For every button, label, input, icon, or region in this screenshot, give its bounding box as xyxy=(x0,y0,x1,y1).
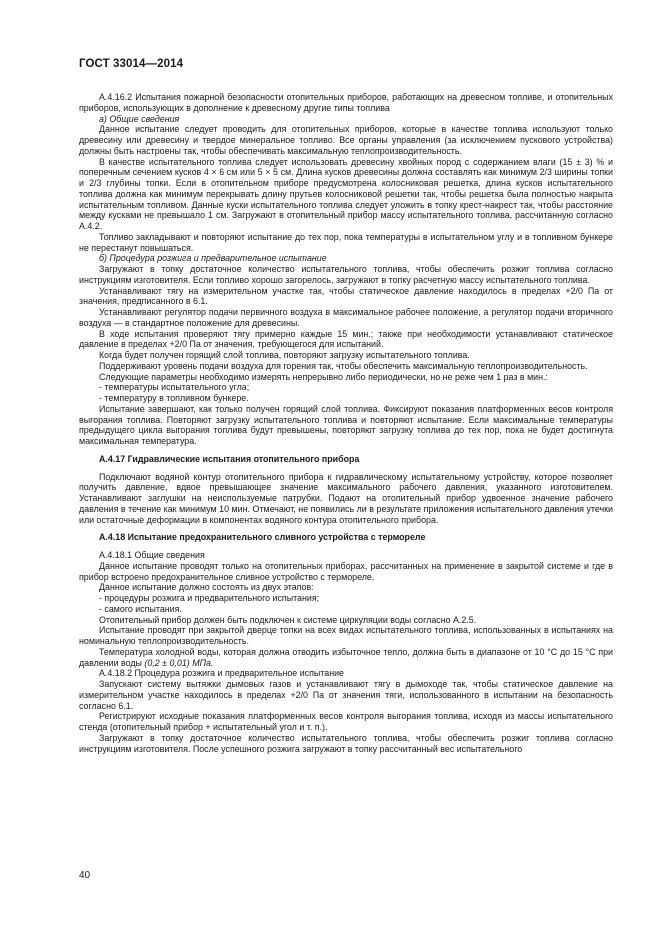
paragraph: Данное испытание следует проводить для отопительных приборов, которые в качестве топлива используют только древесину или древесину и твердое минеральное топливо. Все органы управления (за исключением пускового устройства) должны быть настроены так, чтобы обеспечивать максимальную теплопроизводительность. xyxy=(79,124,613,156)
list-item: - самого испытания. xyxy=(99,603,182,614)
paragraph: Запускают систему вытяжки дымовых газов и устанавливают тягу в дымоходе так, чтобы статическое давление на измерительном участке находилось в пределах +2/0 Па от значения тяги, использованного в испытании на безопасность согласно 6.1. xyxy=(79,679,613,711)
paragraph-water-temperature xyxy=(79,647,613,669)
document-body xyxy=(79,92,613,754)
paragraph: Следующие параметры необходимо измерять непрерывно либо периодически, но не реже чем 1 раз в мин.: xyxy=(99,371,548,382)
paragraph: Регистрируют исходные показания платформенных весов контроля выгорания топлива, исходя из массы испытательного стенда (отопительный прибор + испытательный угол и т. п.). xyxy=(79,711,613,732)
paragraph: В качестве испытательного топлива следует использовать древесину хвойных пород с содержанием влаги (15 ± 3) % и поперечным сечением кусков 4 × 6 см или 5 × 5 см. Длина кусков древесины должна составлять как минимум 2/3 ширины топки и 2/3 глубины топки. Если в отопительном приборе предусмотрена колосниковая решетка, длина кусков испытательного топлива должна как минимум перекрывать длину прутьев колосниковой решетки так, чтобы решетка была полностью накрыта испытательным топливом. Данные куски испытательного топлива следует уложить в топку крест-накрест так, чтобы расстояние между кусками не превышало 1 см. Загружают в отопительный прибор массу испытательного топлива, рассчитанную согласно А.4.2. xyxy=(79,156,613,231)
paragraph: Загружают в топку достаточное количество испытательного топлива, чтобы обеспечить розжиг топлива согласно инструкциям изготовителя. После успешного розжига загружают в топку рассчитанный вес испытательного xyxy=(79,732,613,754)
list-item: - процедуры розжига и предварительного испытания; xyxy=(99,593,320,603)
paragraph: Испытание проводят при закрытой дверце топки на всех видах испытательного топлива, использованных в испытаниях на номинальную теплопроизводительность. xyxy=(79,625,613,646)
document-header: ГОСТ 33014—2014 xyxy=(79,58,184,70)
clause-a4-18-2: А.4.18.2 Процедура розжига и предварительное испытание xyxy=(99,668,344,679)
pressure-value: (0,2 ± 0,01) xyxy=(144,657,190,668)
paragraph: Когда будет получен горящий слой топлива, повторяют загрузку испытательного топлива. xyxy=(99,350,470,360)
section-heading-a4-18: А.4.18 Испытание предохранительного сливного устройства с термореле xyxy=(99,532,426,543)
list-item: - температуру в топливном бункере. xyxy=(99,393,249,403)
clause-a4-18-1: А.4.18.1 Общие сведения xyxy=(99,550,205,560)
paragraph: Подключают водяной контур отопительного прибора к гидравлическому испытательному устройству, которое позволяет получить давление, вдвое превышающее значение максимального рабочего давления, указанного изготовителем. Устанавливают заглушки на неиспользуемые патрубки. Подают на отопительный прибор удвоенное значение рабочего давления в течение как минимум 10 мин. Отмечают, не появились ли в результате приложения испытательного давления утечки или остаточные деформации в компонентах водяного контура отопительного прибора. xyxy=(79,471,613,525)
list-item: - температуры испытательного угла; xyxy=(99,382,250,393)
pressure-unit: МПа. xyxy=(192,657,214,668)
paragraph: Загружают в топку достаточное количество испытательного топлива, чтобы обеспечить розжиг топлива согласно инструкциям изготовителя. Если топливо хорошо загорелось, загружают в топку расчетную массу испытательного топлива. xyxy=(79,264,613,285)
subheading-ignition: б) Процедура розжига и предварительное испытание xyxy=(99,253,327,264)
page-number: 40 xyxy=(79,870,91,881)
paragraph: Данное испытание должно состоять из двух этапов: xyxy=(99,582,314,593)
paragraph: Устанавливают регулятор подачи первичного воздуха в максимальное рабочее положение, а регулятор подачи вторичного воздуха — в стандартное положение для древесины. xyxy=(79,307,613,328)
clause-a4-16-2: А.4.16.2 Испытания пожарной безопасности отопительных приборов, работающих на древесном топливе, и отопительных приборов, использующих в дополнение к древесному другие типы топлива xyxy=(79,92,613,113)
paragraph: Топливо закладывают и повторяют испытание до тех пор, пока температуры в испытательном углу и в топливном бункере не перестанут повышаться. xyxy=(79,231,613,253)
paragraph: Испытание завершают, как только получен горящий слой топлива. Фиксируют показания платформенных весов контроля выгорания топлива. Повторяют загрузку испытательного топлива и повторяют испытание. Если максимальные температуры предыдущего цикла выгорания топлива будут превышены, повторяют загрузку топлива до тех пор, пока не будет достигнута максимальная температура. xyxy=(79,403,613,446)
paragraph: Поддерживают уровень подачи воздуха для горения так, чтобы обеспечить максимальную теплопроизводительность. xyxy=(99,360,588,371)
paragraph: В ходе испытания проверяют тягу примерно каждые 15 мин.; также при необходимости устанавливают статическое давление в пределах +2/0 Па от значения, требующегося для испытаний. xyxy=(79,328,613,350)
paragraph: Данное испытание проводят только на отопительных приборах, рассчитанных на применение в закрытой системе и где в прибор встроено предохранительное сливное устройство с термореле. xyxy=(79,560,613,582)
water-temperature-text: Температура холодной воды, которая должна отводить избыточное тепло, должна быть в диапазоне от 10 °С до 15 °С при давлении воды xyxy=(79,646,613,668)
section-heading-a4-17: А.4.17 Гидравлические испытания отопительного прибора xyxy=(99,453,360,464)
paragraph: Устанавливают тягу на измерительном участке так, чтобы статическое давление находилось в пределах +2/0 Па от значения, предписанного в 6.1. xyxy=(79,285,613,307)
subheading-general: а) Общие сведения xyxy=(99,113,180,124)
paragraph: Отопительный прибор должен быть подключен к системе циркуляции воды согласно А.2.5. xyxy=(99,614,477,625)
